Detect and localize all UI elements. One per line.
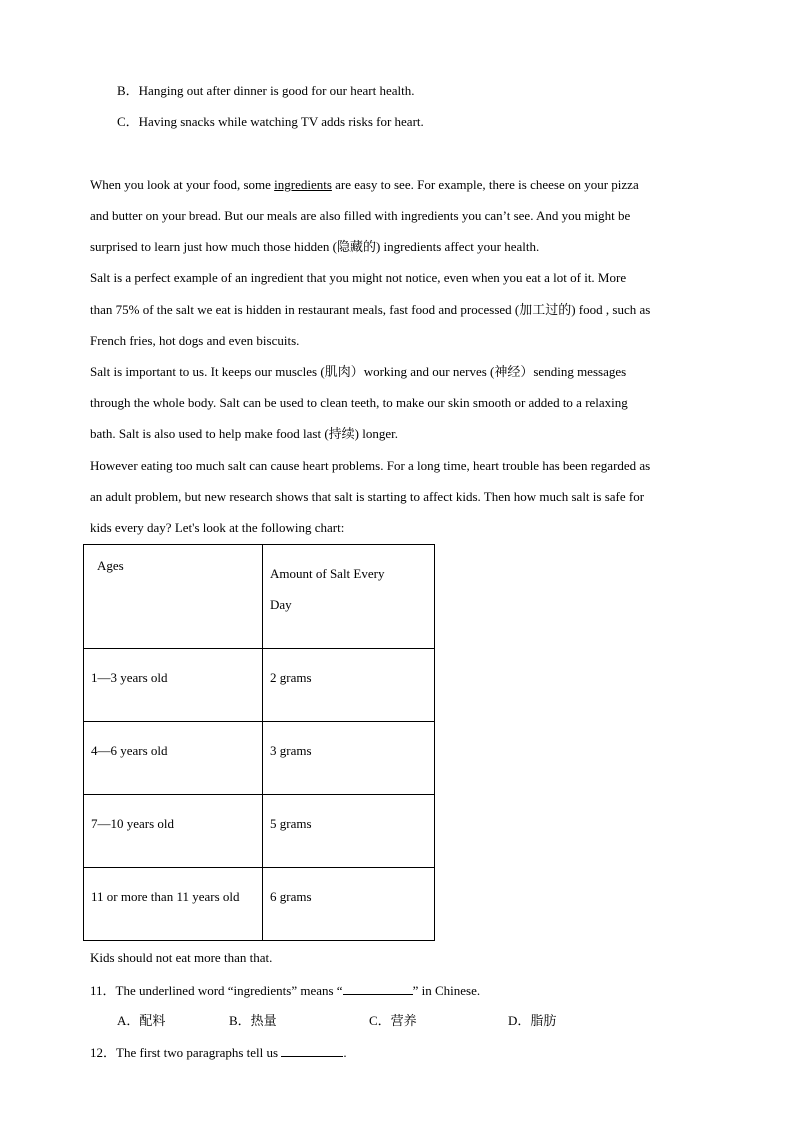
after-table-note: Kids should not eat more than that. [90, 950, 273, 965]
question-12: 12．The first two paragraphs tell us . [90, 1045, 347, 1060]
header-cell [84, 545, 263, 649]
passage-line: When you look at your food, some ingredients are easy to see. For example, there is cheese on your pizza [90, 177, 639, 192]
passage-line: French fries, hot dogs and even biscuits. [90, 333, 300, 348]
table-row [84, 649, 435, 722]
age-cell: 1—3 years old [91, 670, 168, 685]
passage-line: an adult problem, but new research shows that salt is starting to affect kids. Then how much salt is safe for [90, 489, 645, 504]
q11-option-c: C．营养 [369, 1013, 417, 1028]
amount-cell: 6 grams [270, 889, 312, 904]
passage-line: However eating too much salt can cause heart problems. For a long time, heart trouble has been regarded as [90, 458, 651, 473]
header-cell [263, 545, 435, 649]
option-c: C．Having snacks while watching TV adds risks for heart. [117, 114, 424, 129]
answer-blank [281, 1044, 343, 1057]
question-11: 11．The underlined word “ingredients” means “ ” in Chinese. [90, 983, 481, 998]
age-cell: 4—6 years old [91, 743, 168, 758]
age-cell: 11 or more than 11 years old [91, 889, 240, 904]
amount-cell: 5 grams [270, 816, 312, 831]
passage-line: Salt is a perfect example of an ingredient that you might not notice, even when you eat a lot of it. More [90, 270, 627, 285]
passage-line: kids every day? Let's look at the following chart: [90, 520, 345, 535]
passage-line: Salt is important to us. It keeps our muscles (肌肉）working and our nerves (神经）sending messages [90, 364, 627, 379]
table-header-row [84, 545, 435, 649]
option-b: B．Hanging out after dinner is good for our heart health. [117, 83, 415, 98]
amount-cell: 3 grams [270, 743, 312, 758]
header-ages: Ages [97, 558, 124, 573]
underlined-word: ingredients [274, 177, 332, 192]
amount-cell: 2 grams [270, 670, 312, 685]
table-row [84, 722, 435, 795]
table-row [84, 868, 435, 941]
table-row [84, 795, 435, 868]
salt-chart-table [83, 544, 435, 941]
passage-line: surprised to learn just how much those hidden (隐藏的) ingredients affect your health. [90, 239, 540, 254]
passage-line: through the whole body. Salt can be used to clean teeth, to make our skin smooth or added to a relaxing [90, 395, 628, 410]
passage-line: bath. Salt is also used to help make food last (持续) longer. [90, 426, 398, 441]
answer-blank [343, 982, 413, 995]
passage-line: than 75% of the salt we eat is hidden in restaurant meals, fast food and processed (加工过的) food , such as [90, 302, 651, 317]
passage-line: and butter on your bread. But our meals are also filled with ingredients you can’t see. And you might be [90, 208, 631, 223]
header-amount: Amount of Salt Every Day [270, 566, 385, 612]
q11-option-a: A．配料 [117, 1013, 166, 1028]
q11-option-b: B．热量 [229, 1013, 277, 1028]
age-cell: 7—10 years old [91, 816, 175, 831]
q11-option-d: D．脂肪 [508, 1013, 557, 1028]
